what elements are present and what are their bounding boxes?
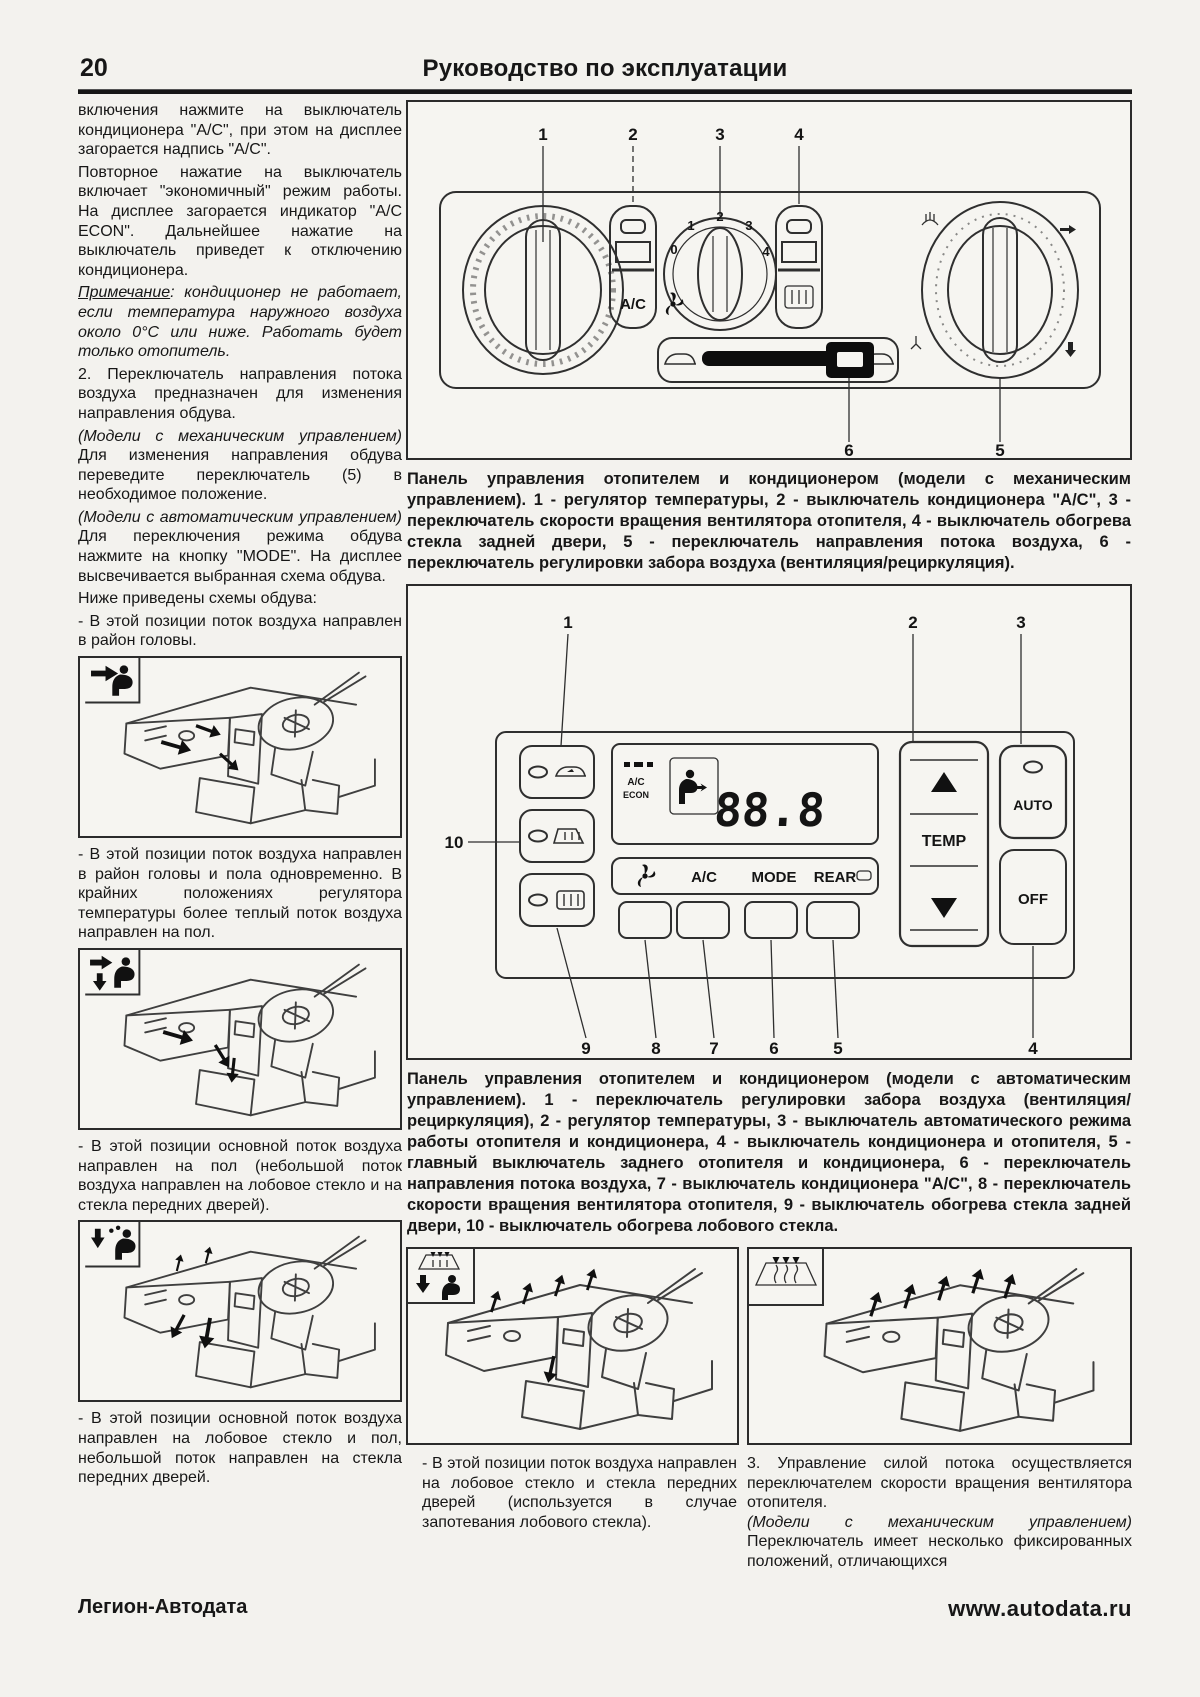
ac-switch-label: A/C bbox=[620, 296, 646, 313]
mechanical-panel-figure bbox=[406, 100, 1132, 460]
display-temperature-value: 88.8 bbox=[712, 783, 827, 837]
paragraph bbox=[78, 508, 402, 586]
dashboard-drawing bbox=[408, 1249, 737, 1443]
callout-3: 3 bbox=[715, 125, 725, 144]
dashboard-drawing bbox=[749, 1249, 1130, 1443]
fan-speed-button bbox=[619, 902, 671, 938]
bottom-right-column bbox=[747, 1247, 1132, 1572]
automatic-panel-caption: Панель управления отопителем и кондиционером (модели с автоматическим управлением). 1 - переключатель регулировки забора воздуха (вентиляция/рециркуляция), 2 - регулятор температуры, 3 - выключатель автоматического режима работы отопителя и кондиционера, 4 - выключатель кондиционера и отопителя, 5 - главный выключатель заднего отопителя и кондиционера, 6 - переключатель направления потока воздуха, 7 - выключатель кондиционера "A/C", 8 - переключатель скорости вращения вентилятора отопителя, 9 - выключатель обогрева стекла задней двери, 10 - выключатель обогрева лобового стекла. bbox=[407, 1070, 1131, 1235]
windshield-defrost-floor-icon bbox=[416, 1252, 460, 1300]
face-airflow-icon bbox=[91, 665, 133, 695]
rear-defrost-icon bbox=[557, 891, 584, 909]
floor-airflow-icon bbox=[91, 1226, 136, 1260]
mechanical-panel-caption: Панель управления отопителем и кондиционером (модели с механическим управлением). 1 - регулятор температуры, 2 - выключатель кондиционера "A/C", 3 - переключатель скорости вращения вентилятора отопителя, 4 - выключатель обогрева стекла задней двери, 5 - переключатель направления потока воздуха, 6 - переключатель регулировки забора воздуха (вентиляция/рециркуляция). bbox=[407, 470, 1131, 572]
front-defrost-button bbox=[520, 810, 594, 862]
display-econ-label: ECON bbox=[622, 790, 650, 800]
auto-button bbox=[1000, 746, 1066, 838]
callout-9: 9 bbox=[581, 1039, 591, 1058]
airflow-diagram-floor bbox=[78, 1220, 402, 1402]
website-footer: www.autodata.ru bbox=[948, 1596, 1132, 1621]
fan-number-1: 1 bbox=[687, 218, 695, 233]
display-indicators bbox=[623, 762, 653, 800]
model-variant-label: (Модели с механическим управлением) bbox=[78, 427, 402, 445]
floor-vent-icon bbox=[1065, 342, 1076, 357]
callout-4: 4 bbox=[794, 125, 804, 144]
bottom-mid-caption: - В этой позиции поток воздуха направлен на лобовое стекло и стекла передних дверей (используется в случае запотевания лобового стекла). bbox=[422, 1455, 737, 1531]
mode-button bbox=[745, 902, 797, 938]
paragraph: Ниже приведены схемы обдува: bbox=[78, 590, 317, 608]
paragraph: 2. Переключатель направления потока воздуха предназначен для изменения направления обдува. bbox=[78, 365, 402, 422]
ac-button-label: A/C bbox=[691, 869, 717, 886]
callout-2: 2 bbox=[908, 613, 918, 632]
callout-4: 4 bbox=[1028, 1039, 1038, 1058]
page-title: Руководство по эксплуатации bbox=[422, 55, 788, 82]
airflow-arrows bbox=[865, 1267, 1019, 1318]
airflow-diagram-defrost bbox=[747, 1247, 1132, 1445]
paragraph-text: Переключатель имеет несколько фиксированных положений, отличающихся bbox=[747, 1533, 1132, 1570]
paragraph bbox=[78, 427, 402, 505]
publisher-footer: Легион-Автодата bbox=[78, 1596, 248, 1618]
callout-7: 7 bbox=[709, 1039, 719, 1058]
display-mode-icon bbox=[670, 758, 718, 814]
temp-down-arrow bbox=[931, 898, 957, 918]
slider-track bbox=[702, 351, 838, 366]
rear-indicator bbox=[857, 871, 871, 880]
rear-button-label: REAR bbox=[813, 869, 857, 886]
callout-5: 5 bbox=[833, 1039, 843, 1058]
fan-number-3: 3 bbox=[745, 218, 753, 233]
callout-6: 6 bbox=[769, 1039, 779, 1058]
panel-buttons bbox=[619, 902, 859, 938]
recirculation-button bbox=[520, 746, 594, 798]
ac-button bbox=[677, 902, 729, 938]
car-vent-icon bbox=[665, 354, 696, 364]
airflow-mode-knob bbox=[922, 202, 1078, 378]
callout-5: 5 bbox=[995, 441, 1005, 458]
callout-2: 2 bbox=[628, 125, 638, 144]
fan-number-4: 4 bbox=[762, 244, 770, 259]
callout-1: 1 bbox=[563, 613, 573, 632]
automatic-panel-drawing bbox=[408, 586, 1130, 1058]
fan-icon bbox=[638, 864, 655, 887]
bottom-mid-column bbox=[406, 1247, 739, 1572]
rear-defogger-switch bbox=[776, 206, 822, 328]
fan-number-0: 0 bbox=[670, 242, 678, 257]
temp-up-arrow bbox=[931, 772, 957, 792]
bottom-right-text bbox=[747, 1454, 1132, 1572]
slider-handle-window bbox=[837, 352, 863, 367]
bottom-figures-row bbox=[406, 1247, 1132, 1572]
paragraph-text: 3. Управление силой потока осуществляется переключателем скорости вращения вентилятора отопителя. bbox=[747, 1455, 1132, 1512]
rear-defrost-icon bbox=[785, 286, 813, 308]
fan-speed-knob bbox=[664, 218, 776, 330]
callout-8: 8 bbox=[651, 1039, 661, 1058]
airflow-diagram-face bbox=[78, 656, 402, 838]
bullet-paragraph: - В этой позиции поток воздуха направлен в район головы. bbox=[78, 612, 402, 650]
airflow-diagram-bilevel bbox=[78, 948, 402, 1130]
off-button-label: OFF bbox=[1018, 891, 1048, 908]
bullet-paragraph: - В этой позиции основной поток воздуха направлен на пол (небольшой поток воздуха направлен на лобовое стекло и на стекла передних дверей). bbox=[78, 1138, 402, 1214]
display-ac-label: A/C bbox=[627, 777, 645, 788]
left-text-column bbox=[78, 101, 402, 1491]
paragraph: Повторное нажатие на выключатель включает "экономичный" режим работы. На дисплее загорается индикатор "A/C ECON". Дальнейшее нажатие на выключатель приведет к отключению кондиционера. bbox=[78, 163, 402, 279]
callout-10: 10 bbox=[444, 833, 464, 852]
bullet-paragraph: - В этой позиции поток воздуха направлен в район головы и пола одновременно. В крайних положениях регулятора температуры более теплый поток воздуха направлен на пол. bbox=[78, 846, 402, 942]
paragraph-text: Для изменения направления обдува переведите переключатель (5) в необходимое положение. bbox=[78, 447, 402, 504]
fan-number-2: 2 bbox=[716, 209, 724, 224]
windshield-defrost-icon bbox=[922, 212, 938, 225]
bullet-paragraph: - В этой позиции основной поток воздуха направлен на лобовое стекло и пол, небольшой поток направлен на стекла передних дверей. bbox=[78, 1410, 402, 1487]
callout-6: 6 bbox=[844, 441, 854, 458]
callout-3: 3 bbox=[1016, 613, 1026, 632]
temp-label: TEMP bbox=[921, 833, 967, 850]
front-defrost-icon bbox=[554, 829, 583, 843]
model-variant-label: (Модели с механическим управлением) bbox=[747, 1513, 1132, 1531]
page-number: 20 bbox=[80, 54, 108, 82]
callout-1: 1 bbox=[538, 125, 548, 144]
paragraph-text: Для переключения режима обдува нажмите на кнопку "MODE". На дисплее высвечивается выбранная схема обдува. bbox=[78, 528, 402, 585]
bilevel-airflow-icon bbox=[90, 956, 135, 991]
model-variant-label: (Модели с автоматическим управлением) bbox=[78, 508, 402, 526]
automatic-panel-figure bbox=[406, 584, 1132, 1060]
note-label: Примечание bbox=[78, 284, 171, 302]
airflow-arrows bbox=[166, 1246, 218, 1350]
rear-button bbox=[807, 902, 859, 938]
dashboard-drawing bbox=[80, 950, 400, 1128]
dashboard-drawing bbox=[80, 1222, 400, 1400]
airflow-diagram-defrost-floor bbox=[406, 1247, 739, 1445]
header-rule bbox=[78, 89, 1132, 94]
mode-button-label: MODE bbox=[751, 869, 797, 886]
right-column bbox=[406, 100, 1132, 1572]
dashboard-drawing bbox=[80, 658, 400, 836]
mechanical-panel-drawing bbox=[408, 102, 1130, 458]
note-paragraph bbox=[78, 283, 402, 361]
foot-vent-icon bbox=[911, 336, 921, 349]
note-text: : кондиционер не работает, если температура наружного воздуха около 0°С или ниже. Работать будет только отопитель. bbox=[78, 284, 402, 361]
rear-defrost-button bbox=[520, 874, 594, 926]
paragraph: включения нажмите на выключатель кондиционера "A/C", при этом на дисплее загорается надпись "A/C". bbox=[78, 102, 402, 159]
recirculation-car-icon bbox=[556, 767, 586, 776]
face-vent-icon bbox=[1060, 225, 1076, 234]
windshield-defrost-icon bbox=[756, 1257, 816, 1285]
auto-button-label: AUTO bbox=[1013, 797, 1053, 813]
